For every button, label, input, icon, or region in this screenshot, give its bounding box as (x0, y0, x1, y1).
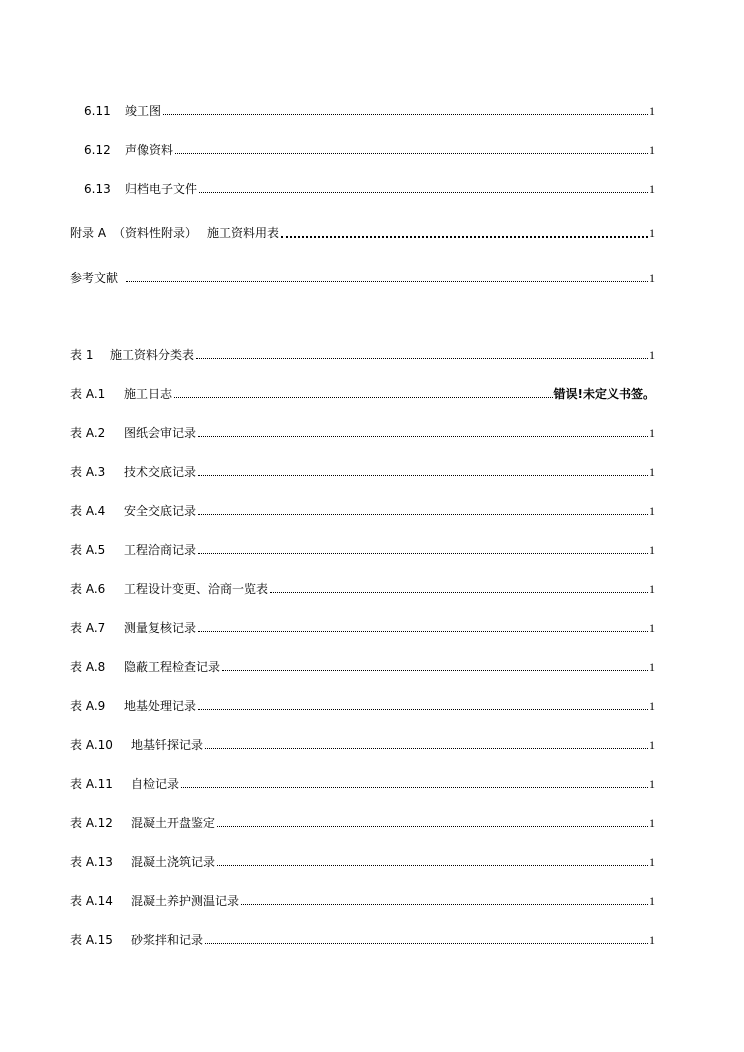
toc-page: 1 (649, 271, 655, 285)
dot-leader (241, 904, 648, 905)
dot-leader (281, 236, 648, 238)
table-number: 表 A.10 (70, 738, 113, 752)
dot-leader (196, 358, 648, 359)
table-page: 1 (649, 543, 655, 557)
table-number: 表 A.9 (70, 699, 106, 713)
table-number: 表 A.2 (70, 426, 106, 440)
table-title: 混凝土浇筑记录 (131, 855, 216, 869)
table-title: 安全交底记录 (124, 504, 197, 518)
dot-leader (198, 553, 648, 554)
table-entry-a5 (70, 537, 655, 557)
dot-leader (198, 475, 648, 476)
table-number: 表 A.12 (70, 816, 113, 830)
table-page: 1 (649, 582, 655, 596)
dot-leader (198, 514, 648, 515)
toc-number: 6.12 (84, 143, 111, 157)
toc-number: 6.11 (84, 104, 111, 118)
table-number: 表 A.15 (70, 933, 113, 947)
dot-leader (270, 592, 648, 593)
dot-leader (174, 397, 553, 398)
dot-leader (181, 787, 648, 788)
toc-title: 归档电子文件 (125, 182, 198, 196)
table-number: 表 A.7 (70, 621, 106, 635)
table-title: 混凝土开盘鉴定 (131, 816, 216, 830)
table-number: 表 A.3 (70, 465, 106, 479)
table-number: 表 A.5 (70, 543, 106, 557)
table-number: 表 A.8 (70, 660, 106, 674)
table-title: 测量复核记录 (124, 621, 197, 635)
table-entry-a2 (70, 420, 655, 440)
table-number: 表 A.14 (70, 894, 113, 908)
table-page: 1 (649, 660, 655, 674)
table-entry-a4 (70, 498, 655, 518)
table-title: 图纸会审记录 (124, 426, 197, 440)
dot-leader (199, 192, 648, 193)
table-page: 1 (649, 465, 655, 479)
table-title: 技术交底记录 (124, 465, 197, 479)
table-number: 表 A.11 (70, 777, 113, 791)
toc-page: 1 (649, 143, 655, 157)
toc-entry-6-12 (84, 137, 655, 157)
table-page: 1 (649, 816, 655, 830)
table-title: 地基处理记录 (124, 699, 197, 713)
table-entry-a13 (70, 849, 655, 869)
table-title: 工程设计变更、洽商一览表 (124, 582, 269, 596)
table-page: 1 (649, 894, 655, 908)
toc-page: 1 (649, 104, 655, 118)
toc-entry-6-13 (84, 176, 655, 196)
toc-entry-appendix-a (70, 220, 655, 240)
dot-leader (175, 153, 648, 154)
toc-title: 声像资料 (125, 143, 174, 157)
toc-page: 1 (649, 182, 655, 196)
table-entry-1 (70, 342, 655, 362)
table-entry-a9 (70, 693, 655, 713)
dot-leader (198, 631, 648, 632)
dot-leader (163, 114, 648, 115)
table-entry-a15 (70, 927, 655, 947)
table-page: 1 (649, 348, 655, 362)
bookmark-error-text: 错误!未定义书签。 (553, 387, 655, 401)
table-entry-a12 (70, 810, 655, 830)
dot-leader (126, 281, 648, 282)
table-title: 施工日志 (124, 387, 173, 401)
table-page: 1 (649, 738, 655, 752)
dot-leader (217, 865, 648, 866)
table-title: 工程洽商记录 (124, 543, 197, 557)
table-page: 1 (649, 933, 655, 947)
table-page: 1 (649, 621, 655, 635)
appendix-note: （资料性附录） (113, 226, 198, 240)
table-title: 砂浆拌和记录 (131, 933, 204, 947)
table-title: 混凝土养护测温记录 (131, 894, 240, 908)
table-page: 1 (649, 777, 655, 791)
toc-entry-6-11 (84, 98, 655, 118)
references-title: 参考文献 (70, 271, 119, 285)
table-title: 地基钎探记录 (131, 738, 204, 752)
table-page: 1 (649, 699, 655, 713)
dot-leader (198, 436, 648, 437)
table-page: 1 (649, 426, 655, 440)
dot-leader (217, 826, 648, 827)
table-entry-a11 (70, 771, 655, 791)
dot-leader (205, 748, 648, 749)
table-entry-a3 (70, 459, 655, 479)
table-page: 1 (649, 504, 655, 518)
toc-number: 6.13 (84, 182, 111, 196)
appendix-title: 施工资料用表 (207, 226, 280, 240)
table-number: 表 A.1 (70, 387, 106, 401)
table-title: 施工资料分类表 (110, 348, 195, 362)
table-entry-a14 (70, 888, 655, 908)
table-title: 自检记录 (131, 777, 180, 791)
toc-entry-references (70, 265, 655, 285)
table-entry-a10 (70, 732, 655, 752)
table-entry-a8 (70, 654, 655, 674)
table-entry-a7 (70, 615, 655, 635)
dot-leader (205, 943, 648, 944)
table-title: 隐蔽工程检查记录 (124, 660, 221, 674)
toc-title: 竣工图 (125, 104, 162, 118)
table-entry-a1 (70, 381, 655, 401)
table-page: 1 (649, 855, 655, 869)
table-number: 表 1 (70, 348, 94, 362)
table-number: 表 A.4 (70, 504, 106, 518)
dot-leader (198, 709, 648, 710)
dot-leader (222, 670, 648, 671)
table-entry-a6 (70, 576, 655, 596)
table-number: 表 A.13 (70, 855, 113, 869)
table-number: 表 A.6 (70, 582, 106, 596)
appendix-label: 附录 A (70, 226, 107, 240)
toc-page: 1 (649, 226, 655, 240)
